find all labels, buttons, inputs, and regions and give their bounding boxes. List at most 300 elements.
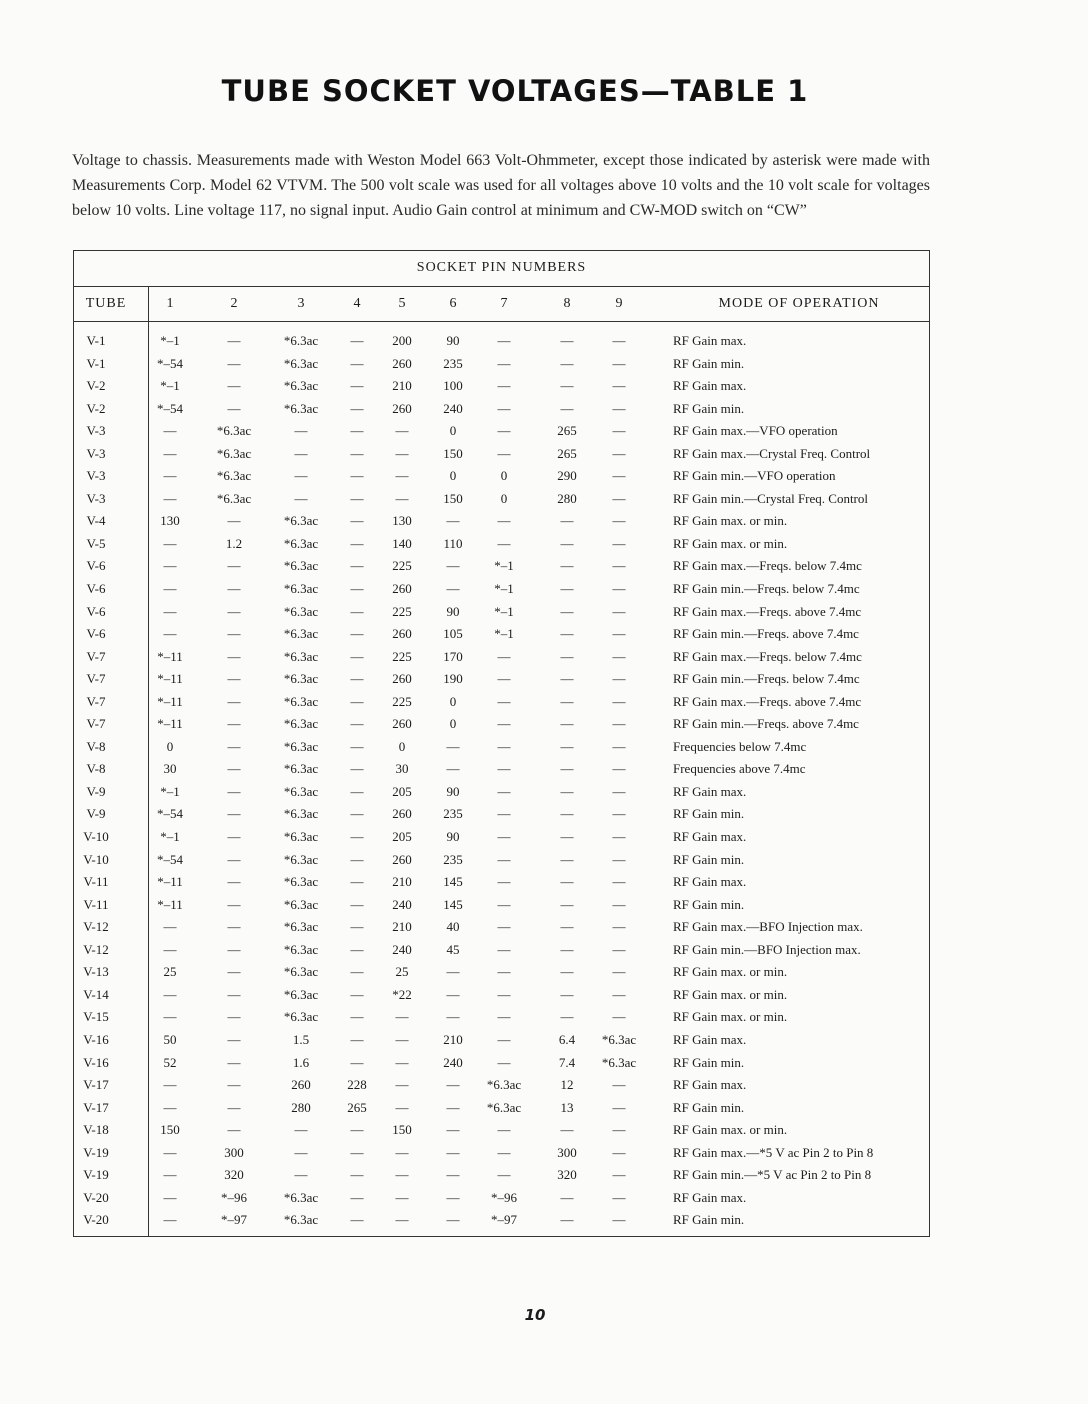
cell-pin-9: — <box>612 1212 626 1228</box>
cell-pin-6: 90 <box>446 829 460 845</box>
cell-pin-7: — <box>497 648 511 664</box>
cell-pin-1: 30 <box>163 761 177 777</box>
cell-pin-5: 25 <box>395 964 409 980</box>
cell-pin-6: — <box>446 1009 460 1025</box>
cell-tube: V-11 <box>83 874 109 890</box>
cell-pin-2: — <box>227 400 241 416</box>
cell-pin-1: 150 <box>160 1122 180 1138</box>
cell-pin-9: — <box>612 1077 626 1093</box>
cell-pin-7: — <box>497 1144 511 1160</box>
cell-pin-6: 210 <box>443 1031 463 1047</box>
cell-pin-1: — <box>163 986 177 1002</box>
cell-pin-3: — <box>294 423 308 439</box>
cell-mode: RF Gain min.—Freqs. above 7.4mc <box>673 716 859 732</box>
cell-pin-4: 265 <box>347 1099 367 1115</box>
cell-pin-5: — <box>395 1077 409 1093</box>
cell-pin-2: — <box>227 1031 241 1047</box>
cell-pin-9: — <box>612 535 626 551</box>
column-header-pin-5: 5 <box>398 296 406 311</box>
cell-pin-1: *–1 <box>160 829 180 845</box>
cell-pin-7: — <box>497 986 511 1002</box>
cell-pin-7: — <box>497 355 511 371</box>
cell-tube: V-6 <box>86 581 106 597</box>
cell-tube: V-8 <box>86 761 106 777</box>
cell-pin-8: 320 <box>557 1167 577 1183</box>
cell-mode: RF Gain min.—Freqs. below 7.4mc <box>673 581 860 597</box>
table-row <box>74 939 929 962</box>
cell-pin-2: — <box>227 1009 241 1025</box>
table-row <box>74 736 929 759</box>
cell-pin-7: — <box>497 1122 511 1138</box>
cell-pin-1: — <box>163 919 177 935</box>
cell-pin-4: — <box>350 941 364 957</box>
table-row <box>74 1187 929 1210</box>
cell-pin-7: *6.3ac <box>486 1099 522 1115</box>
cell-tube: V-20 <box>83 1189 109 1205</box>
cell-pin-8: — <box>560 535 574 551</box>
cell-pin-7: — <box>497 1009 511 1025</box>
cell-pin-3: 1.6 <box>292 1054 310 1070</box>
table-row <box>74 871 929 894</box>
cell-pin-9: — <box>612 558 626 574</box>
cell-pin-7: — <box>497 513 511 529</box>
column-header-row <box>74 287 929 322</box>
cell-pin-4: — <box>350 829 364 845</box>
cell-pin-7: — <box>497 671 511 687</box>
cell-pin-7: *–1 <box>494 603 514 619</box>
cell-pin-9: — <box>612 986 626 1002</box>
column-header-mode: MODE OF OPERATION <box>718 296 880 311</box>
cell-pin-1: — <box>163 535 177 551</box>
cell-pin-5: — <box>395 1031 409 1047</box>
cell-pin-8: — <box>560 896 574 912</box>
cell-pin-8: — <box>560 581 574 597</box>
cell-pin-4: — <box>350 1212 364 1228</box>
cell-pin-4: — <box>350 1189 364 1205</box>
cell-mode: RF Gain max. or min. <box>673 513 788 529</box>
table-row <box>74 601 929 624</box>
cell-mode: RF Gain max. or min. <box>673 535 788 551</box>
cell-tube: V-16 <box>83 1054 109 1070</box>
cell-pin-8: — <box>560 671 574 687</box>
cell-pin-3: *6.3ac <box>283 378 319 394</box>
table-row <box>74 555 929 578</box>
cell-pin-7: — <box>497 1054 511 1070</box>
cell-pin-8: — <box>560 400 574 416</box>
cell-pin-1: *–1 <box>160 378 180 394</box>
table-body <box>74 330 929 1232</box>
cell-pin-9: — <box>612 783 626 799</box>
cell-pin-8: 6.4 <box>558 1031 576 1047</box>
cell-pin-9: — <box>612 919 626 935</box>
cell-pin-3: *6.3ac <box>283 355 319 371</box>
cell-mode: RF Gain max.—Freqs. below 7.4mc <box>673 648 862 664</box>
cell-mode: RF Gain min. <box>673 400 745 416</box>
cell-pin-7: *–1 <box>494 558 514 574</box>
cell-pin-5: — <box>395 1099 409 1115</box>
table-row <box>74 420 929 443</box>
cell-pin-1: 52 <box>163 1054 177 1070</box>
cell-pin-7: — <box>497 896 511 912</box>
cell-pin-9: — <box>612 513 626 529</box>
cell-pin-2: 320 <box>224 1167 244 1183</box>
page-number: 10 <box>524 1306 546 1324</box>
cell-pin-5: 0 <box>398 738 406 754</box>
cell-pin-9: — <box>612 468 626 484</box>
cell-pin-3: *6.3ac <box>283 941 319 957</box>
cell-pin-5: — <box>395 1009 409 1025</box>
cell-pin-5: — <box>395 1189 409 1205</box>
cell-pin-6: — <box>446 986 460 1002</box>
table-row <box>74 510 929 533</box>
cell-pin-4: — <box>350 716 364 732</box>
cell-mode: RF Gain min. <box>673 1212 745 1228</box>
cell-pin-7: 0 <box>500 468 508 484</box>
cell-pin-6: 150 <box>443 445 463 461</box>
cell-mode: RF Gain max.—BFO Injection max. <box>673 919 863 935</box>
cell-pin-7: — <box>497 445 511 461</box>
table-row <box>74 668 929 691</box>
cell-tube: V-4 <box>86 513 106 529</box>
cell-pin-6: 45 <box>446 941 460 957</box>
cell-pin-1: *–11 <box>157 648 183 664</box>
cell-pin-5: 260 <box>392 626 412 642</box>
cell-pin-1: — <box>163 1189 177 1205</box>
cell-pin-9: — <box>612 964 626 980</box>
cell-pin-8: — <box>560 1212 574 1228</box>
cell-pin-2: — <box>227 806 241 822</box>
cell-pin-6: — <box>446 558 460 574</box>
cell-pin-8: — <box>560 1189 574 1205</box>
cell-pin-4: — <box>350 468 364 484</box>
cell-pin-6: — <box>446 1099 460 1115</box>
cell-mode: RF Gain max.—Freqs. below 7.4mc <box>673 558 862 574</box>
cell-tube: V-3 <box>86 423 106 439</box>
cell-pin-3: *6.3ac <box>283 761 319 777</box>
cell-pin-4: — <box>350 626 364 642</box>
cell-pin-2: — <box>227 1077 241 1093</box>
cell-pin-9: — <box>612 806 626 822</box>
cell-pin-8: — <box>560 851 574 867</box>
cell-pin-5: 225 <box>392 603 412 619</box>
cell-tube: V-12 <box>83 919 109 935</box>
cell-pin-5: 30 <box>395 761 409 777</box>
cell-pin-5: 225 <box>392 648 412 664</box>
table-row <box>74 646 929 669</box>
table-row <box>74 916 929 939</box>
cell-pin-1: — <box>163 1212 177 1228</box>
cell-pin-4: — <box>350 738 364 754</box>
table-row <box>74 398 929 421</box>
cell-pin-8: — <box>560 964 574 980</box>
table-row <box>74 375 929 398</box>
cell-pin-3: *6.3ac <box>283 896 319 912</box>
cell-pin-6: — <box>446 1144 460 1160</box>
cell-mode: Frequencies below 7.4mc <box>673 738 807 754</box>
cell-pin-5: — <box>395 1212 409 1228</box>
cell-pin-4: — <box>350 851 364 867</box>
cell-pin-3: — <box>294 490 308 506</box>
cell-mode: RF Gain max.—Freqs. above 7.4mc <box>673 603 862 619</box>
cell-pin-3: *6.3ac <box>283 716 319 732</box>
cell-tube: V-16 <box>83 1031 109 1047</box>
cell-pin-1: *–1 <box>160 333 180 348</box>
cell-mode: RF Gain max. <box>673 378 747 394</box>
cell-pin-9: — <box>612 333 626 348</box>
cell-pin-8: — <box>560 986 574 1002</box>
table-row <box>74 443 929 466</box>
cell-pin-7: 0 <box>500 490 508 506</box>
cell-pin-2: — <box>227 333 241 348</box>
cell-pin-2: — <box>227 513 241 529</box>
cell-pin-1: — <box>163 603 177 619</box>
cell-pin-9: — <box>612 1122 626 1138</box>
cell-pin-3: *6.3ac <box>283 738 319 754</box>
cell-tube: V-3 <box>86 468 106 484</box>
cell-pin-5: — <box>395 423 409 439</box>
cell-pin-8: — <box>560 513 574 529</box>
cell-pin-6: 240 <box>443 400 463 416</box>
cell-pin-2: *6.3ac <box>216 423 252 439</box>
cell-tube: V-1 <box>86 333 106 348</box>
cell-pin-7: — <box>497 964 511 980</box>
cell-pin-8: 300 <box>557 1144 577 1160</box>
cell-pin-1: — <box>163 445 177 461</box>
cell-pin-6: 235 <box>443 851 463 867</box>
cell-pin-6: 90 <box>446 603 460 619</box>
cell-pin-5: 225 <box>392 558 412 574</box>
table-row <box>74 781 929 804</box>
cell-pin-1: *–11 <box>157 896 183 912</box>
cell-pin-8: — <box>560 829 574 845</box>
cell-pin-3: 280 <box>291 1099 311 1115</box>
cell-pin-1: *–11 <box>157 874 183 890</box>
cell-pin-7: — <box>497 535 511 551</box>
cell-tube: V-13 <box>83 964 109 980</box>
cell-tube: V-12 <box>83 941 109 957</box>
cell-pin-6: 0 <box>449 693 457 709</box>
cell-pin-3: *6.3ac <box>283 1212 319 1228</box>
cell-pin-2: — <box>227 648 241 664</box>
table-row <box>74 826 929 849</box>
cell-tube: V-18 <box>83 1122 109 1138</box>
cell-pin-1: — <box>163 490 177 506</box>
cell-pin-4: — <box>350 378 364 394</box>
cell-pin-2: — <box>227 378 241 394</box>
cell-pin-6: — <box>446 1189 460 1205</box>
cell-pin-4: — <box>350 490 364 506</box>
cell-pin-1: *–11 <box>157 671 183 687</box>
cell-pin-5: 260 <box>392 400 412 416</box>
cell-pin-8: 13 <box>560 1099 574 1115</box>
cell-tube: V-8 <box>86 738 106 754</box>
cell-pin-6: 145 <box>443 874 463 890</box>
cell-pin-6: 0 <box>449 716 457 732</box>
cell-pin-8: — <box>560 626 574 642</box>
cell-pin-7: *–96 <box>491 1189 517 1205</box>
cell-pin-2: — <box>227 851 241 867</box>
cell-pin-5: 260 <box>392 716 412 732</box>
cell-pin-8: 290 <box>557 468 577 484</box>
column-header-pin-6: 6 <box>449 296 457 311</box>
cell-pin-7: — <box>497 829 511 845</box>
cell-pin-1: 130 <box>160 513 180 529</box>
cell-pin-4: — <box>350 333 364 348</box>
cell-pin-8: — <box>560 355 574 371</box>
cell-pin-2: *6.3ac <box>216 445 252 461</box>
cell-pin-5: 210 <box>392 378 412 394</box>
cell-pin-3: *6.3ac <box>283 693 319 709</box>
cell-mode: RF Gain max. or min. <box>673 1009 788 1025</box>
cell-pin-2: — <box>227 693 241 709</box>
cell-pin-3: *6.3ac <box>283 400 319 416</box>
cell-pin-4: — <box>350 874 364 890</box>
cell-pin-3: *6.3ac <box>283 333 319 348</box>
intro-paragraph: Voltage to chassis. Measurements made with Weston Model 663 Volt-Ohmmeter, except those indicated by asterisk were made with Measurements Corp. Model 62 VTVM. The 500 volt scale was used for all voltages above 10 volts and the 10 volt scale for voltages below 10 volts. Line voltage 117, no signal input. Audio Gain control at minimum and CW-MOD switch on “CW” <box>72 152 930 219</box>
cell-mode: RF Gain min. <box>673 1099 745 1115</box>
cell-mode: RF Gain max. <box>673 1189 747 1205</box>
cell-pin-1: 0 <box>166 738 174 754</box>
cell-pin-9: — <box>612 400 626 416</box>
cell-pin-1: *–54 <box>157 355 183 371</box>
cell-pin-9: — <box>612 693 626 709</box>
cell-pin-6: — <box>446 1212 460 1228</box>
cell-tube: V-19 <box>83 1167 109 1183</box>
cell-pin-8: — <box>560 761 574 777</box>
cell-pin-1: — <box>163 558 177 574</box>
column-header-pin-4: 4 <box>353 296 361 311</box>
cell-pin-6: — <box>446 1077 460 1093</box>
cell-pin-1: — <box>163 941 177 957</box>
cell-pin-8: — <box>560 558 574 574</box>
cell-pin-6: — <box>446 761 460 777</box>
cell-tube: V-5 <box>86 535 106 551</box>
cell-pin-1: *–11 <box>157 693 183 709</box>
cell-pin-7: *–1 <box>494 581 514 597</box>
cell-pin-5: 260 <box>392 581 412 597</box>
cell-pin-4: — <box>350 1031 364 1047</box>
cell-tube: V-2 <box>86 378 106 394</box>
cell-pin-5: 240 <box>392 896 412 912</box>
cell-pin-9: — <box>612 378 626 394</box>
cell-pin-4: — <box>350 400 364 416</box>
cell-pin-3: *6.3ac <box>283 851 319 867</box>
cell-tube: V-10 <box>83 851 109 867</box>
cell-pin-6: 110 <box>443 535 463 551</box>
cell-pin-6: 145 <box>443 896 463 912</box>
cell-pin-7: *–1 <box>494 626 514 642</box>
socket-pin-numbers-header: SOCKET PIN NUMBERS <box>74 251 929 287</box>
cell-pin-3: *6.3ac <box>283 581 319 597</box>
cell-pin-7: — <box>497 378 511 394</box>
cell-pin-7: — <box>497 851 511 867</box>
cell-mode: RF Gain min. <box>673 1054 745 1070</box>
cell-mode: RF Gain max. <box>673 333 747 348</box>
cell-tube: V-3 <box>86 445 106 461</box>
cell-pin-9: — <box>612 603 626 619</box>
cell-pin-2: — <box>227 603 241 619</box>
cell-pin-6: 0 <box>449 423 457 439</box>
cell-pin-9: — <box>612 829 626 845</box>
column-header-pin-1: 1 <box>166 296 174 311</box>
cell-pin-5: 260 <box>392 806 412 822</box>
cell-pin-1: 50 <box>163 1031 177 1047</box>
cell-pin-9: — <box>612 1189 626 1205</box>
table-row <box>74 1209 929 1232</box>
cell-tube: V-6 <box>86 603 106 619</box>
cell-pin-5: *22 <box>392 986 412 1002</box>
cell-pin-4: 228 <box>347 1077 367 1093</box>
cell-pin-5: 210 <box>392 919 412 935</box>
table-row <box>74 1052 929 1075</box>
cell-pin-8: 265 <box>557 445 577 461</box>
cell-pin-3: *6.3ac <box>283 919 319 935</box>
cell-pin-7: — <box>497 400 511 416</box>
cell-pin-1: *–1 <box>160 783 180 799</box>
cell-pin-2: — <box>227 355 241 371</box>
cell-pin-4: — <box>350 1167 364 1183</box>
cell-pin-4: — <box>350 513 364 529</box>
cell-pin-8: — <box>560 1009 574 1025</box>
table-row <box>74 1029 929 1052</box>
cell-pin-4: — <box>350 558 364 574</box>
cell-pin-9: — <box>612 874 626 890</box>
cell-pin-1: *–54 <box>157 806 183 822</box>
cell-pin-6: 105 <box>443 626 463 642</box>
cell-tube: V-7 <box>86 716 106 732</box>
cell-pin-9: — <box>612 1144 626 1160</box>
cell-pin-3: — <box>294 1144 308 1160</box>
cell-pin-2: — <box>227 783 241 799</box>
cell-pin-1: — <box>163 423 177 439</box>
table-row <box>74 533 929 556</box>
cell-pin-8: — <box>560 693 574 709</box>
table-row <box>74 1119 929 1142</box>
cell-pin-5: — <box>395 1054 409 1070</box>
cell-pin-2: — <box>227 829 241 845</box>
cell-mode: RF Gain max. or min. <box>673 986 788 1002</box>
table-row <box>74 330 929 353</box>
cell-pin-5: 205 <box>392 829 412 845</box>
cell-mode: RF Gain min.—BFO Injection max. <box>673 941 861 957</box>
cell-pin-4: — <box>350 806 364 822</box>
column-header-pin-2: 2 <box>230 296 238 311</box>
cell-pin-9: — <box>612 671 626 687</box>
cell-pin-3: *6.3ac <box>283 783 319 799</box>
cell-mode: RF Gain max.—Crystal Freq. Control <box>673 445 871 461</box>
cell-pin-4: — <box>350 1144 364 1160</box>
cell-pin-2: *–97 <box>221 1212 247 1228</box>
cell-mode: RF Gain min.—Freqs. above 7.4mc <box>673 626 859 642</box>
table-row <box>74 1074 929 1097</box>
cell-pin-1: *–54 <box>157 400 183 416</box>
cell-tube: V-10 <box>83 829 109 845</box>
cell-pin-1: — <box>163 581 177 597</box>
cell-tube: V-9 <box>86 783 106 799</box>
cell-pin-4: — <box>350 1009 364 1025</box>
table-row <box>74 803 929 826</box>
cell-pin-1: — <box>163 626 177 642</box>
cell-pin-2: — <box>227 941 241 957</box>
cell-pin-4: — <box>350 783 364 799</box>
cell-pin-1: — <box>163 1167 177 1183</box>
cell-mode: RF Gain max. <box>673 829 747 845</box>
cell-pin-8: 280 <box>557 490 577 506</box>
cell-pin-8: — <box>560 603 574 619</box>
cell-pin-4: — <box>350 986 364 1002</box>
page-title: TUBE SOCKET VOLTAGES—TABLE 1 <box>221 74 809 108</box>
cell-mode: RF Gain max. or min. <box>673 964 788 980</box>
